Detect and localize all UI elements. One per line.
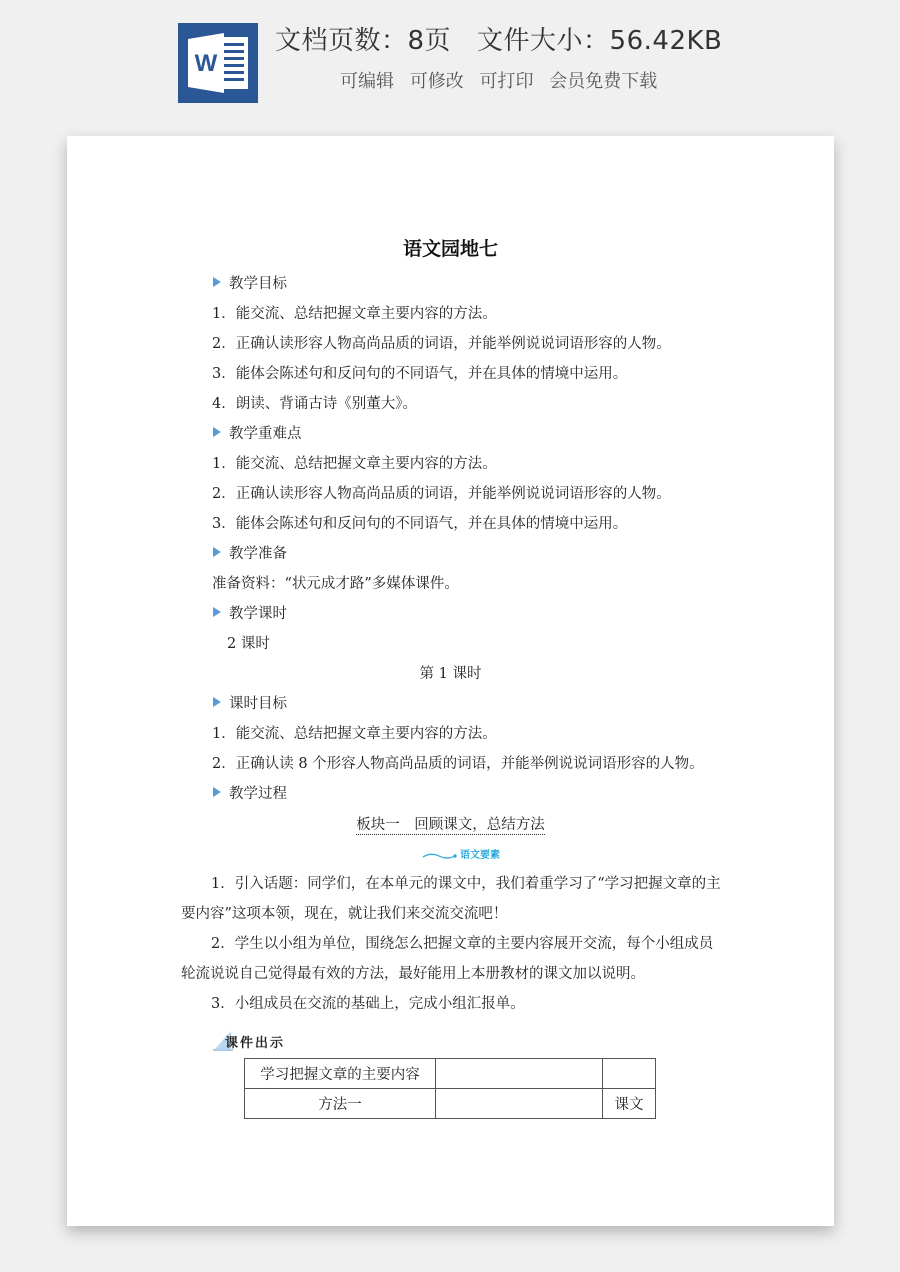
lesson-title: 第 1 课时 <box>419 666 482 682</box>
table-cell: 方法一 <box>245 1089 436 1119</box>
section-heading-process: 教学过程 <box>213 782 287 803</box>
document-page <box>67 136 834 1226</box>
section-heading-prep: 教学准备 <box>213 542 287 563</box>
feature-printable: 可打印 <box>479 71 534 92</box>
prep-text: 准备资料：“状元成才路”多媒体课件。 <box>212 576 459 592</box>
process-paragraph: 2．学生以小组为单位，围绕怎么把握文章的主要内容展开交流，每个小组成员轮流说说自己觉得最有效的方法，最好能用上本册教材的课文加以说明。 <box>181 936 714 982</box>
document-title: 语文园地七 <box>402 238 498 260</box>
section-heading-hours: 教学课时 <box>213 602 287 623</box>
feature-member-download: 会员免费下载 <box>549 71 658 92</box>
triangle-bullet-icon <box>213 697 221 707</box>
triangle-bullet-icon <box>213 607 221 617</box>
page-count: 文档页数：8页 <box>275 26 452 56</box>
svg-text:W: W <box>194 50 218 77</box>
process-paragraph: 3．小组成员在交流的基础上，完成小组汇报单。 <box>211 996 525 1012</box>
goal-item: 3．能体会陈述句和反问句的不同语气，并在具体的情境中运用。 <box>212 366 628 382</box>
triangle-bullet-icon <box>213 787 221 797</box>
triangle-bullet-icon <box>213 427 221 437</box>
lesson-goal-item: 1．能交流、总结把握文章主要内容的方法。 <box>212 726 497 742</box>
wave-decoration-icon <box>423 852 457 860</box>
keypoint-item: 1．能交流、总结把握文章主要内容的方法。 <box>212 456 497 472</box>
block-title: 板块一 回顾课文，总结方法 <box>356 817 545 833</box>
table-row <box>245 1059 656 1089</box>
feature-modifiable: 可修改 <box>409 71 464 92</box>
table-cell <box>436 1059 603 1089</box>
section-heading-goals: 教学目标 <box>213 272 287 293</box>
goal-item: 2．正确认读形容人物高尚品质的词语，并能举例说说词语形容的人物。 <box>212 336 671 352</box>
table-cell: 课文 <box>603 1089 656 1119</box>
file-size: 文件大小：56.42KB <box>477 26 723 56</box>
document-stats <box>275 20 722 57</box>
goal-item: 4．朗读、背诵古诗《别董大》。 <box>212 396 417 412</box>
goal-item: 1．能交流、总结把握文章主要内容的方法。 <box>212 306 497 322</box>
feature-list <box>340 67 667 93</box>
word-document-icon <box>178 23 258 103</box>
element-tag: 语文要素 <box>423 846 500 862</box>
triangle-bullet-icon <box>213 547 221 557</box>
feature-editable: 可编辑 <box>340 71 394 92</box>
lesson-goal-item: 2．正确认读 8 个形容人物高尚品质的词语，并能举例说说词语形容的人物。 <box>212 756 704 772</box>
table-cell <box>436 1089 603 1119</box>
report-form-table <box>244 1058 656 1119</box>
keypoint-item: 2．正确认读形容人物高尚品质的词语，并能举例说说词语形容的人物。 <box>212 486 671 502</box>
table-cell <box>603 1059 656 1089</box>
download-banner <box>0 0 900 120</box>
table-row <box>245 1089 656 1119</box>
hours-text: 2 课时 <box>227 636 270 652</box>
process-paragraph: 1．引入话题：同学们，在本单元的课文中，我们着重学习了“学习把握文章的主要内容”这项本领，现在，就让我们来交流交流吧！ <box>181 876 721 922</box>
section-heading-lesson-goals: 课时目标 <box>213 692 287 713</box>
table-cell: 学习把握文章的主要内容 <box>245 1059 436 1089</box>
section-heading-keypoints: 教学重难点 <box>213 422 302 443</box>
keypoint-item: 3．能体会陈述句和反问句的不同语气，并在具体的情境中运用。 <box>212 516 628 532</box>
courseware-label: 课件出示 <box>213 1029 303 1051</box>
triangle-bullet-icon <box>213 277 221 287</box>
